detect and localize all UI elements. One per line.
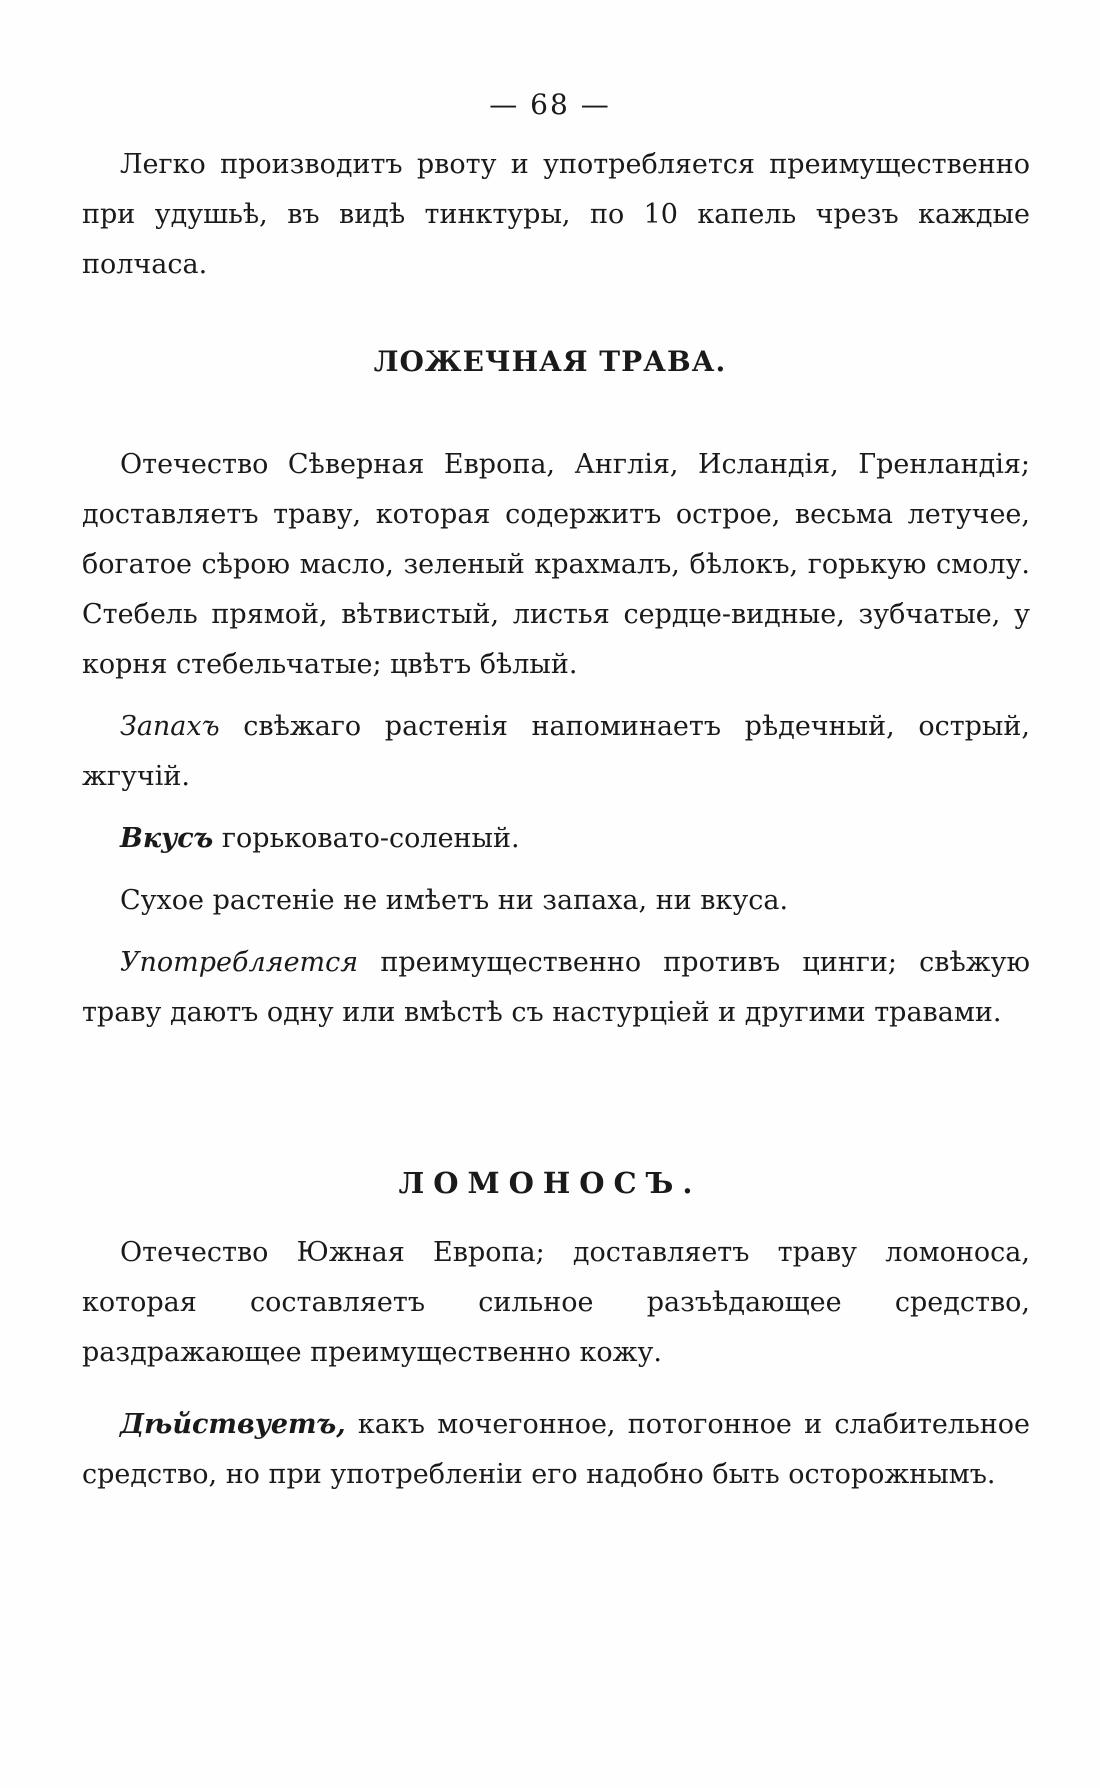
term-taste: Вкусъ (120, 823, 214, 854)
section-heading-lozhechnaya-trava: ЛОЖЕЧНАЯ ТРАВА. (373, 345, 727, 378)
section1-paragraph-usage (82, 938, 1030, 1038)
term-usage: Употребляется (120, 947, 359, 978)
section1-paragraph-dry-plant: Сухое растеніе не имѣетъ ни запаха, ни вкуса. (120, 885, 789, 916)
intro-paragraph: Легко производитъ рвоту и употребляется преимущественно при удушьѣ, въ видѣ тинктуры, по 10 капель чрезъ каждые полчаса. (82, 149, 1030, 280)
section2-paragraph-description: Отечество Южная Европа; доставляетъ траву ломоноса, которая составляетъ сильное разъѣдающее средство, раздражающее преимущественно кожу. (82, 1237, 1030, 1368)
page-number: — 68 — (489, 88, 611, 121)
section1-paragraph-taste (82, 814, 1030, 864)
action-text: какъ мочегонное, потогонное и слабительное средство, но при употребленіи его надобно быть осторожнымъ. (82, 1409, 1030, 1490)
section1-paragraph-description: Отечество Сѣверная Европа, Англія, Исландія, Гренландія; доставляетъ траву, которая содержитъ острое, весьма летучее, богатое сѣрою масло, зеленый крахмалъ, бѣлокъ, горькую смолу. Стебель прямой, вѣтвистый, листья сердце-видные, зубчатые, у корня стебельчатые; цвѣтъ бѣлый. (82, 449, 1030, 680)
term-action: Дѣйствуетъ, (120, 1409, 346, 1440)
section1-body (82, 440, 1030, 1038)
term-smell: Запахъ (120, 711, 220, 742)
smell-text: свѣжаго растенія напоминаетъ рѣдечный, острый, жгучій. (82, 711, 1030, 792)
section2-body (82, 1228, 1030, 1500)
usage-text: преимущественно противъ цинги; свѣжую траву даютъ одну или вмѣстѣ съ настурціей и другими травами. (82, 947, 1030, 1028)
section1-paragraph-smell (82, 702, 1030, 802)
section2-paragraph-action (82, 1400, 1030, 1500)
taste-text: горьковато-соленый. (213, 823, 520, 854)
section-heading-lomonos: ЛОМОНОСЪ. (398, 1166, 702, 1200)
intro-paragraph-block (82, 140, 1030, 290)
